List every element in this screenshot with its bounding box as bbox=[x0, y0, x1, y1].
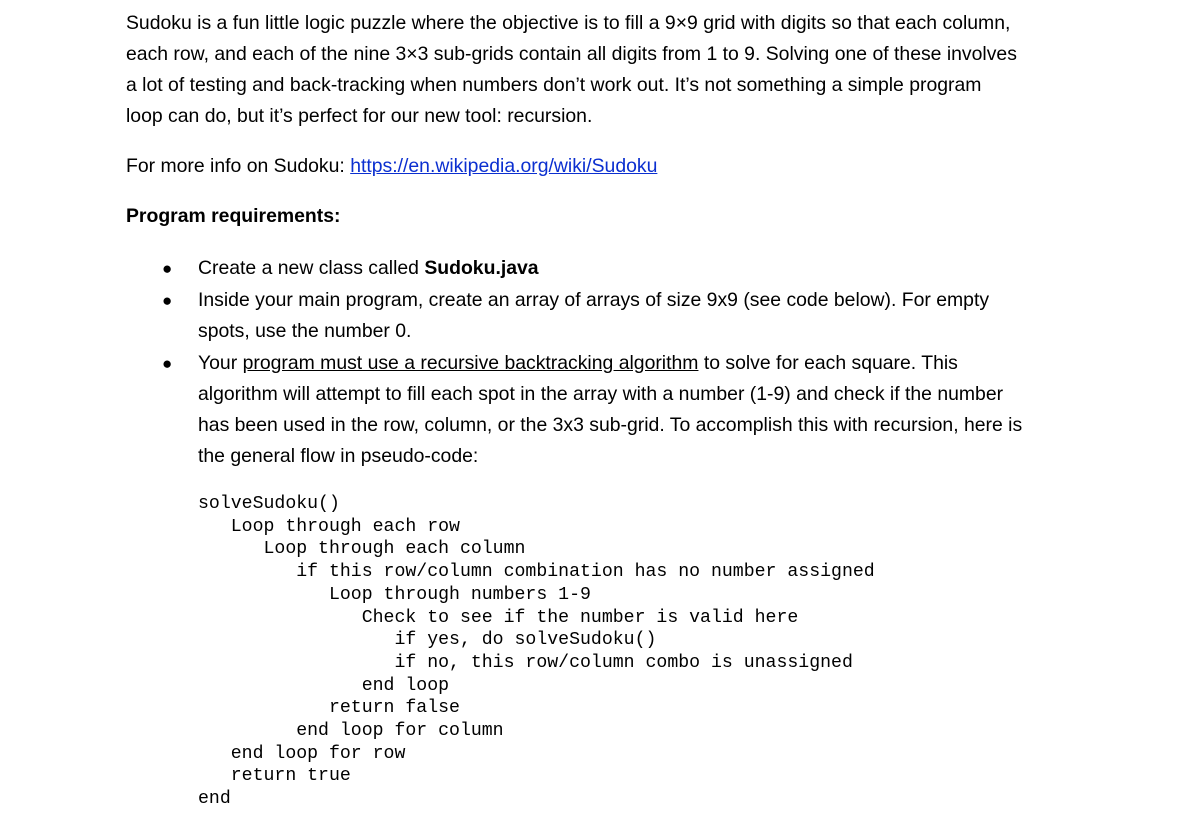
code-line: end loop for row bbox=[198, 743, 406, 764]
code-line: end loop for column bbox=[198, 721, 504, 742]
req2-line-2: spots, use the number 0. bbox=[198, 320, 412, 342]
list-item bbox=[126, 253, 1071, 284]
code-line: if yes, do solveSudoku() bbox=[198, 630, 657, 651]
req2-line-1: Inside your main program, create an array of arrays of size 9x9 (see code below). For empty bbox=[198, 289, 990, 311]
intro-line-3: a lot of testing and back-tracking when numbers don’t work out. It’s not something a simple program bbox=[126, 74, 982, 96]
bullet-icon: ● bbox=[162, 354, 173, 373]
req3-line-4: the general flow in pseudo-code: bbox=[198, 445, 479, 467]
list-item bbox=[126, 348, 1071, 472]
more-info-paragraph bbox=[126, 151, 1071, 182]
intro-paragraph bbox=[126, 8, 1071, 132]
code-line: if this row/column combination has no number assigned bbox=[198, 562, 875, 583]
wikipedia-sudoku-link[interactable]: https://en.wikipedia.org/wiki/Sudoku bbox=[350, 155, 658, 177]
bullet-icon: ● bbox=[162, 291, 173, 310]
code-line: solveSudoku() bbox=[198, 494, 340, 514]
req3-line-3: has been used in the row, column, or the 3x3 sub-grid. To accomplish this with recursion, here is bbox=[198, 414, 1023, 436]
intro-line-2: each row, and each of the nine 3×3 sub-grids contain all digits from 1 to 9. Solving one of these involves bbox=[126, 43, 1017, 65]
requirements-list bbox=[126, 253, 1071, 472]
code-line: end loop bbox=[198, 675, 450, 696]
req3-line-2: algorithm will attempt to fill each spot in the array with a number (1-9) and check if the number bbox=[198, 383, 1004, 405]
list-item bbox=[126, 285, 1071, 347]
code-line: Loop through numbers 1-9 bbox=[198, 584, 591, 605]
code-line: Check to see if the number is valid here bbox=[198, 607, 799, 628]
code-line: end bbox=[198, 789, 231, 810]
more-info-prefix: For more info on Sudoku: bbox=[126, 155, 351, 177]
code-line: Loop through each column bbox=[198, 539, 526, 560]
code-line: return false bbox=[198, 698, 460, 719]
document-body bbox=[126, 8, 1071, 473]
intro-line-1: Sudoku is a fun little logic puzzle where the objective is to fill a 9×9 grid with digits so that each column, bbox=[126, 12, 1011, 34]
req3-post: to solve for each square. This bbox=[698, 352, 958, 374]
code-line: return true bbox=[198, 766, 351, 787]
pseudocode-block bbox=[198, 493, 875, 811]
req3-underlined: program must use a recursive backtracking algorithm bbox=[242, 352, 699, 374]
code-line: if no, this row/column combo is unassigned bbox=[198, 652, 853, 673]
bullet-icon: ● bbox=[162, 259, 173, 278]
requirements-heading: Program requirements: bbox=[126, 205, 341, 227]
req1-text: Create a new class called bbox=[198, 257, 425, 279]
intro-line-4: loop can do, but it’s perfect for our new tool: recursion. bbox=[126, 105, 593, 127]
code-line: Loop through each row bbox=[198, 516, 460, 537]
req1-classname: Sudoku.java bbox=[424, 257, 539, 279]
req3-pre: Your bbox=[198, 352, 243, 374]
